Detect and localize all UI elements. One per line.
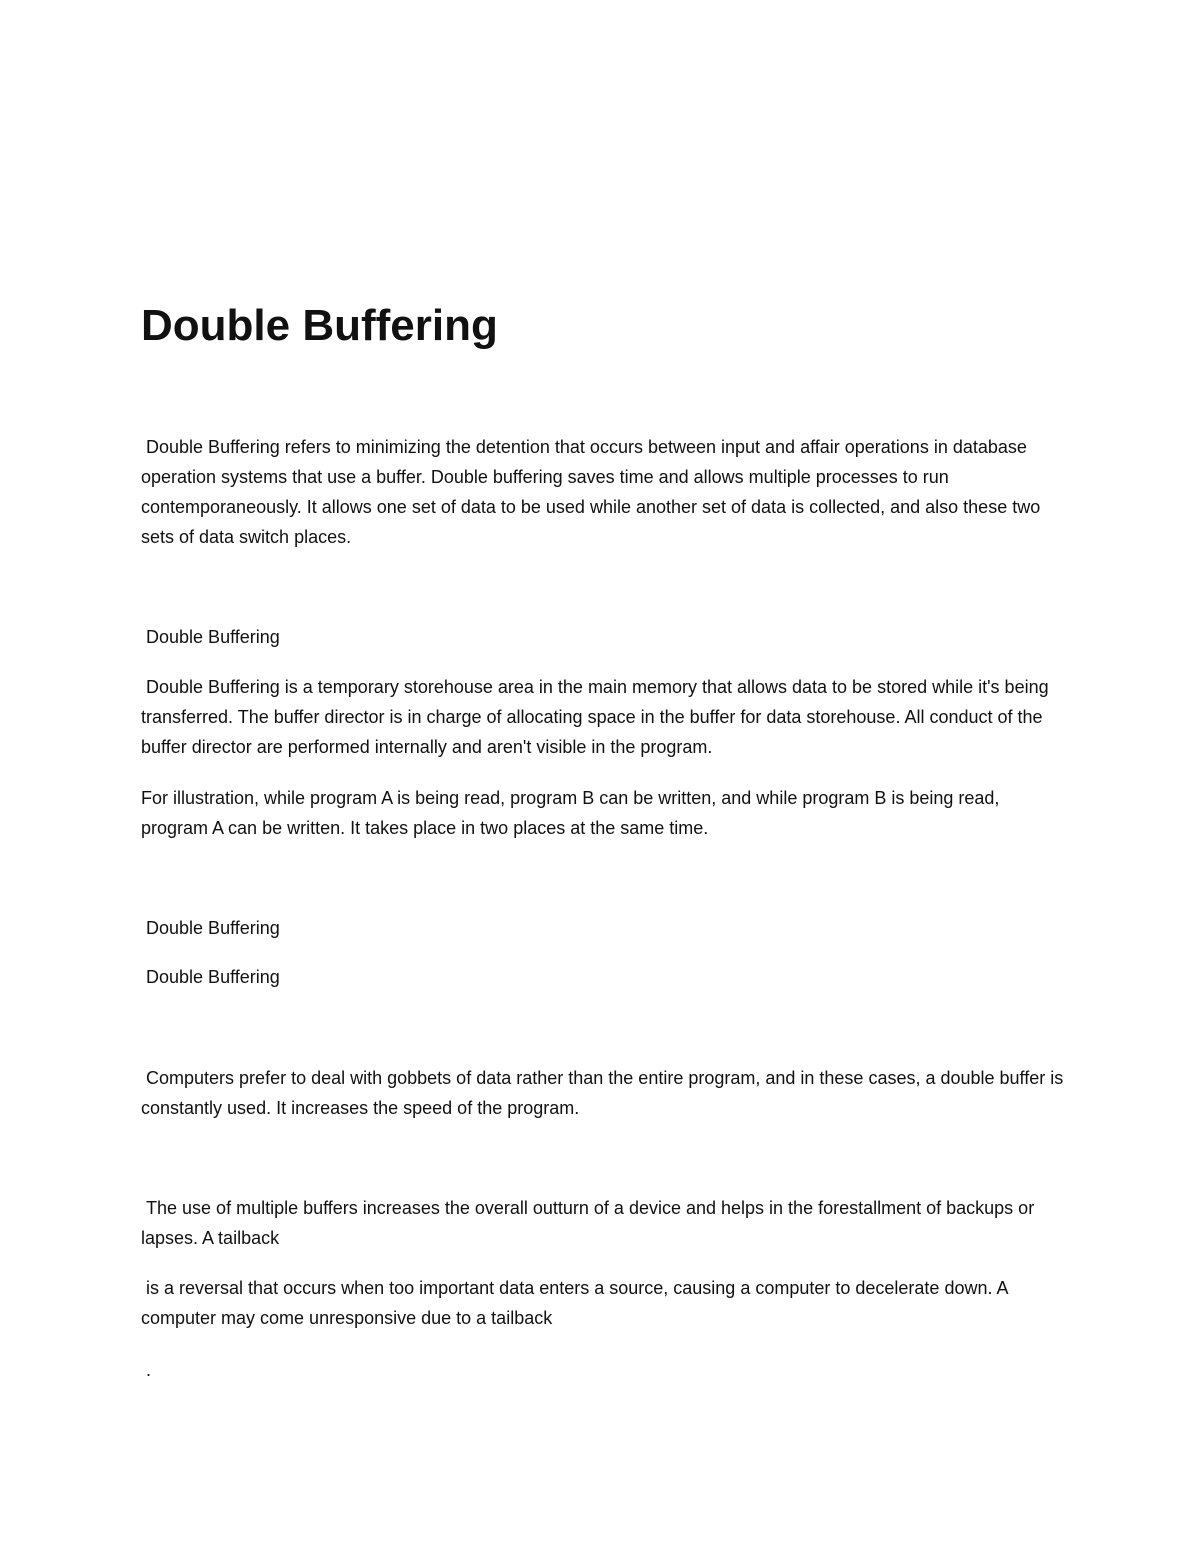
paragraph-period: . — [141, 1360, 152, 1380]
paragraph-storehouse: Double Buffering is a temporary storehouse area in the main memory that allows data to be stored while it's being transferred. The buffer director is in charge of allocating space in the buffer for data storehouse. All conduct of the buffer director are performed internally and aren't visible in the program. — [141, 677, 1054, 757]
paragraph-tailback: is a reversal that occurs when too important data enters a source, causing a computer to decelerate down. A computer may come unresponsive due to a tailback — [141, 1278, 1013, 1328]
subheading-1: Double Buffering — [141, 627, 280, 647]
document-title: Double Buffering — [141, 301, 498, 350]
subheading-2: Double Buffering — [141, 918, 280, 938]
paragraph-multiple-buffers: The use of multiple buffers increases the overall outturn of a device and helps in the forestallment of backups or lapses. A tailback — [141, 1198, 1040, 1248]
paragraph-gobbets: Computers prefer to deal with gobbets of data rather than the entire program, and in these cases, a double buffer is constantly used. It increases the speed of the program. — [141, 1068, 1069, 1118]
paragraph-illustration: For illustration, while program A is being read, program B can be written, and while program B is being read, program A can be written. It takes place in two places at the same time. — [141, 788, 1005, 838]
paragraph-intro: Double Buffering refers to minimizing the detention that occurs between input and affair operations in database operation systems that use a buffer. Double buffering saves time and allows multiple processes to run contemporaneously. It allows one set of data to be used while another set of data is collected, and also these two sets of data switch places. — [141, 437, 1046, 547]
subheading-3: Double Buffering — [141, 967, 280, 987]
